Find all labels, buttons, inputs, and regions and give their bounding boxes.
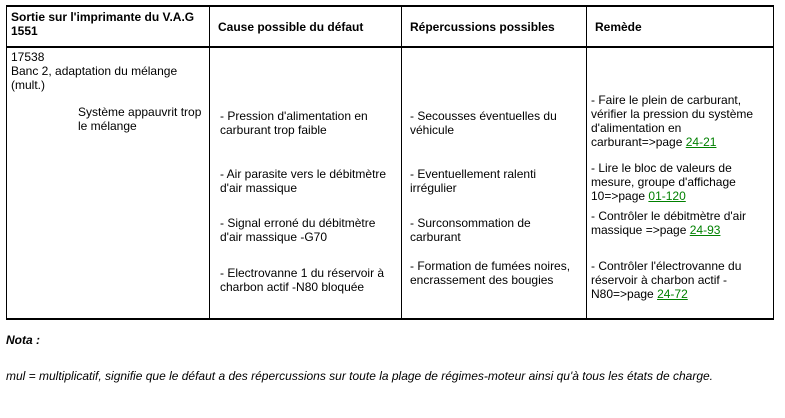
cause-item: - Air parasite vers le débitmètre d'air massique: [220, 167, 387, 195]
remedy-item: [591, 93, 769, 149]
header-repercussions: Répercussions possibles: [402, 6, 587, 47]
header-printout: Sortie sur l'imprimante du V.A.G 1551: [7, 6, 210, 47]
fault-symptom: Système appauvrit trop le mélange: [78, 105, 202, 133]
cause-cell: [210, 47, 402, 319]
fault-code: 17538: [11, 50, 45, 64]
fault-description: Banc 2, adaptation du mélange (mult.): [11, 64, 178, 92]
remedy-item: [591, 259, 769, 301]
repercussions-cell: [402, 47, 587, 319]
fault-row: [7, 47, 774, 319]
repercussion-item: - Formation de fumées noires, encrassement des bougies: [410, 259, 571, 287]
cause-item: - Electrovanne 1 du réservoir à charbon actif -N80 bloquée: [220, 266, 385, 294]
page-link-24-72[interactable]: 24-72: [657, 287, 688, 301]
repercussion-item: - Eventuellement ralenti irrégulier: [410, 167, 537, 195]
repercussion-item: - Secousses éventuelles du véhicule: [410, 109, 557, 137]
cause-item: - Pression d'alimentation en carburant trop faible: [220, 109, 368, 137]
remedy-cell: [587, 47, 774, 319]
remedy-text: - Contrôler le débitmètre d'air massique =>page: [591, 209, 747, 237]
repercussion-item: - Surconsommation de carburant: [410, 216, 531, 244]
page-link-24-21[interactable]: 24-21: [685, 135, 717, 149]
remedy-text: - Lire le bloc de valeurs de mesure, groupe d'affichage 10=>page: [591, 161, 736, 203]
note-text: mul = multiplicatif, signifie que le défaut a des répercussions sur toute la plage de régimes-moteur ainsi qu'à tous les états de charge.: [6, 369, 714, 383]
note-label: Nota :: [6, 333, 40, 347]
remedy-item: [591, 161, 769, 203]
remedy-text: - Contrôler l'électrovanne du réservoir à charbon actif - N80=>page: [591, 259, 742, 301]
header-remedy: Remède: [587, 6, 774, 47]
remedy-item: [591, 209, 769, 237]
remedy-text: - Faire le plein de carburant, vérifier la pression du système d'alimentation en carburant=>page: [591, 93, 754, 149]
header-row: [7, 6, 774, 47]
page-link-24-93[interactable]: 24-93: [689, 223, 721, 237]
page-link-01-120[interactable]: 01-120: [648, 189, 686, 203]
cause-item: - Signal erroné du débitmètre d'air massique -G70: [220, 216, 376, 244]
header-cause: Cause possible du défaut: [210, 6, 402, 47]
fault-table: [6, 5, 774, 320]
printout-cell: [7, 47, 210, 319]
